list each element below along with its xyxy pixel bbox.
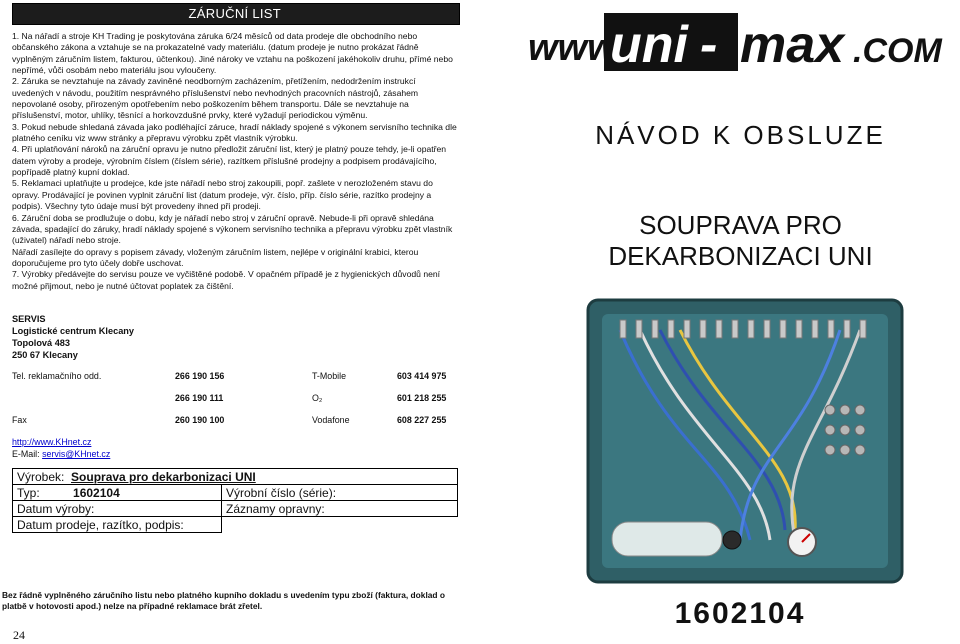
service-line: 250 67 Klecany	[12, 350, 78, 360]
tel-number-2: 266 190 111	[175, 393, 224, 403]
serial-label: Výrobní číslo (série):	[222, 485, 458, 501]
service-address	[12, 313, 134, 361]
service-line: SERVIS	[12, 314, 46, 324]
term-2: 2. Záruka se nevztahuje na závady zaviněné neodborným zacházením, přetížením, nedodržením instrukcí uvedených v návodu, použitím nesprávného příslušenství nebo nevhodných pracovních nástrojů, zásahem nepovolané osoby, přirozeným opotřebením nebo poškozením během transportu. Dále se nevztahuje na příslušenství, motor, uhlíky, těsnící a horkovzdušné prvky, které vyžadují periodickou výměnu.	[12, 76, 419, 121]
term-6: 6. Záruční doba se prodlužuje o dobu, kdy je nářadí nebo stroj v záruční opravě. Nebude-li při opravě shledána závada, spadající do záruky, hradí náklady spojené s výkonem servisního technika a přepravu výrobku zpět vlastník (uživatel) nářadí nebo stroje.	[12, 212, 453, 246]
product-title-line: SOUPRAVA PRO	[639, 210, 842, 240]
sale-date-label: Datum prodeje, razítko, podpis:	[13, 517, 222, 533]
sale-blank	[222, 517, 458, 533]
manual-title: NÁVOD K OBSLUZE	[595, 120, 886, 150]
contact-links	[12, 436, 110, 460]
tel-label: Tel. reklamačního odd.	[12, 371, 102, 381]
type-cell	[13, 485, 222, 501]
service-line: Logistické centrum Klecany	[12, 326, 135, 336]
warranty-terms	[12, 31, 459, 292]
product-label: Výrobek:	[17, 469, 65, 484]
footer-note: Bez řádně vyplněného záručního listu nebo platného kupního dokladu s uvedením typu zboží (faktura, doklad o platbě v hotovosti apod.) nelze na případné reklamace brát zřetel.	[2, 590, 445, 611]
operator-3-number: 608 227 255	[397, 415, 447, 425]
website-link[interactable]: http://www.KHnet.cz	[12, 437, 92, 447]
unimax-logo	[528, 8, 953, 72]
warranty-header	[12, 3, 460, 25]
term-6-note: Nářadí zasílejte do opravy s popisem závady, vloženým záručním listem, nejlépe v originální krabici, kterou doporučujeme pro tyto účely dobře uschovat.	[12, 246, 419, 268]
type-label: Typ:	[17, 485, 40, 500]
product-code: 1602104	[674, 597, 806, 630]
term-1: 1. Na nářadí a stroje KH Trading je poskytována záruka 6/24 měsíců od data prodeje dle obchodního nebo občanského zákona a vztahuje se na prokazatelné vady materiálu. (datum prodeje je nutno prokázat řádně vyplněným záručním listem, fakturou, účtenkou). Jiné nároky ve vztahu na poškození jakéhokoliv druhu, přímé nebo nepřímé, vůči osobám nebo materiálu jsou vyloučeny.	[12, 31, 453, 76]
email-link[interactable]: servis@KHnet.cz	[42, 449, 111, 459]
operator-2-number: 601 218 255	[397, 393, 447, 403]
product-photo	[580, 290, 910, 590]
operator-2: O₂	[312, 393, 323, 403]
tel-number-1: 266 190 156	[175, 371, 225, 381]
logo-max: max	[740, 16, 845, 72]
fax-number: 260 190 100	[175, 415, 225, 425]
term-7: 7. Výrobky předávejte do servisu pouze ve vyčištěné podobě. V opačném případě je z hygienických důvodů není možné přijmout, nebo je nutné účtovat poplatek za čištění.	[12, 269, 441, 291]
warranty-card	[12, 468, 458, 533]
operator-1: T-Mobile	[312, 371, 347, 381]
term-4: 4. Při uplatňování nároků na záruční opravu je nutno předložit záruční list, který je platný pouze tehdy, je-li opatřen datem výroby a prodeje, výrobním číslem (číslem série), razítkem příslušné prodejny a podpisem prodávajícího, popřípadě platný kupní doklad.	[12, 144, 447, 178]
type-value: 1602104	[73, 485, 120, 500]
product-row	[13, 469, 458, 485]
email-label: E-Mail:	[12, 449, 43, 459]
warranty-title: ZÁRUČNÍ LIST	[188, 6, 281, 21]
product-title-line: DEKARBONIZACI UNI	[608, 241, 873, 271]
logo-com: .COM	[853, 32, 942, 70]
operator-1-number: 603 414 975	[397, 371, 447, 381]
term-5: 5. Reklamaci uplatňujte u prodejce, kde jste nářadí nebo stroj zakoupili, popř. zašlete v nerozloženém stavu do opravy. Prodávající je povinen vyplnit záruční list (datum prodeje, výr. číslo, příp. číslo série, razítko prodejny a podpis). Všechny tyto údaje musí být provedeny ihned při prodeji.	[12, 178, 433, 212]
repair-records-label: Záznamy opravny:	[222, 501, 458, 517]
product-title	[528, 210, 953, 272]
service-line: Topolová 483	[12, 338, 71, 348]
cleaning-canister	[612, 522, 722, 556]
fax-label: Fax	[12, 415, 27, 425]
logo-www: www.	[528, 27, 626, 69]
logo-dash: -	[700, 16, 718, 72]
product-value: Souprava pro dekarbonizaci UNI	[71, 469, 256, 484]
operator-3: Vodafone	[312, 415, 350, 425]
term-3: 3. Pokud nebude shledaná závada jako podléhající záruce, hradí náklady spojené s výkonem servisního technika dle platného ceníku viz www stránky a přepravu výrobku zpět vlastník výrobku.	[12, 121, 457, 144]
manufacture-date-label: Datum výroby:	[13, 501, 222, 517]
regulator-valve	[723, 531, 741, 549]
logo-uni: uni	[610, 16, 688, 72]
page-number: 24	[13, 628, 25, 642]
fitting-grid	[825, 405, 865, 455]
